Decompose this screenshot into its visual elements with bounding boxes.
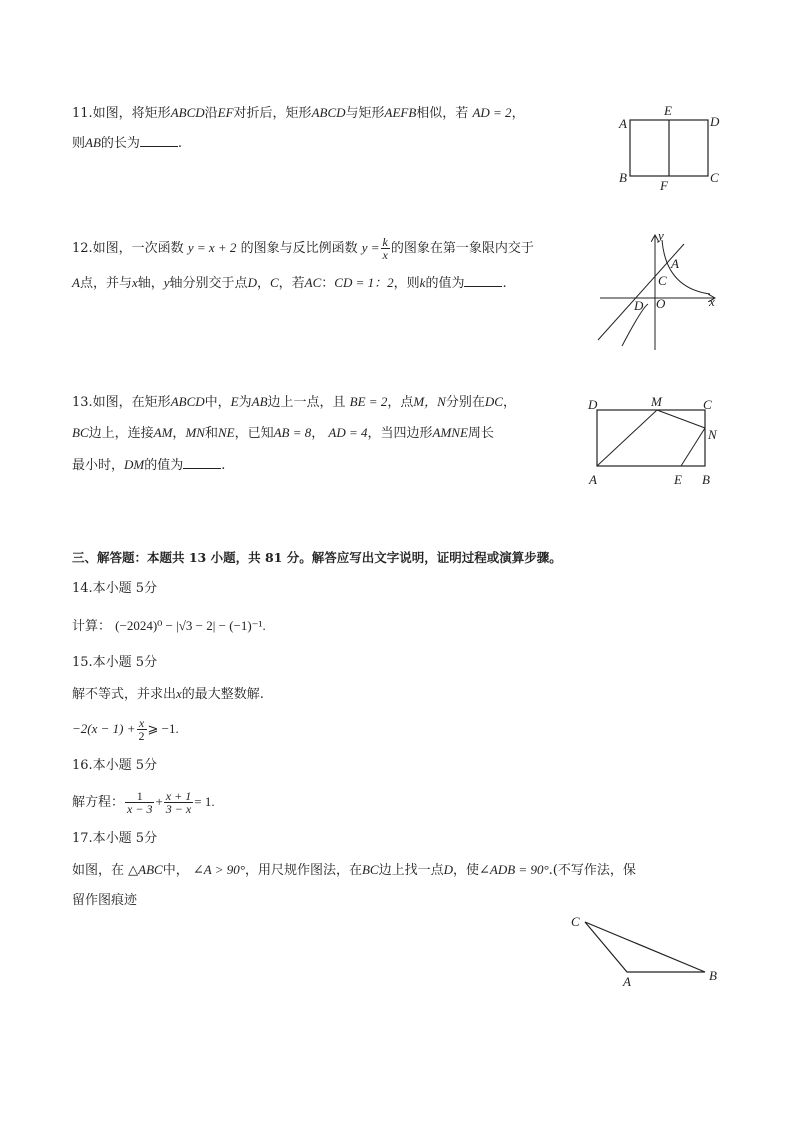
label-o: O: [656, 296, 666, 311]
segment-am: [597, 410, 657, 466]
fraction-x-over-2: $\frac{x}{2}$: [138, 716, 145, 743]
label-n: N: [708, 427, 717, 442]
q11-figure: [610, 100, 730, 195]
q12-line1: 12.如图，一次函数 y = x + 2 的图象与反比例函数 y = $\frac{k}{x}$ 的图象在第一象限内交于: [72, 235, 534, 262]
fraction-x-plus-1-over-3-minus-x: $\frac{x + 1}{3 - x}$: [165, 789, 192, 816]
label-a: A: [619, 116, 627, 131]
label-f: F: [660, 178, 668, 193]
q13-figure: [585, 395, 725, 490]
label-c: C: [710, 170, 719, 185]
label-m: M: [651, 395, 662, 409]
q17-header: 17.本小题 5分: [72, 831, 158, 846]
label-b: B: [709, 968, 717, 983]
segment-mn: [657, 410, 705, 428]
q13-line2: BC边上，连接AM，MN和NE，已知AB = 8， AD = 4，当四边形AMNE周长: [72, 425, 494, 441]
fraction-k-over-x: $\frac{k}{x}$: [382, 235, 388, 262]
q13-line1: 13.如图，在矩形ABCD中，E为AB边上一点，且 BE = 2，点M，N分别在DC，: [72, 394, 516, 410]
q12-figure: [592, 228, 722, 354]
label-a: A: [623, 974, 631, 989]
label-d: D: [634, 298, 644, 313]
hyperbola-branch-1: [662, 240, 710, 294]
label-a: A: [589, 472, 597, 487]
label-c: C: [571, 914, 580, 929]
segment-ne: [681, 428, 705, 466]
label-c: C: [703, 397, 712, 412]
answer-blank[interactable]: [464, 274, 502, 287]
answer-blank[interactable]: [183, 456, 221, 469]
label-a: A: [671, 256, 679, 271]
q17-line2: 留作图痕迹: [72, 893, 138, 908]
label-d: D: [710, 114, 720, 129]
fraction-1-over-x-minus-3: $\frac{1}{x - 3}$: [127, 789, 153, 816]
label-d: D: [588, 397, 598, 412]
label-e: E: [664, 103, 672, 118]
q17-figure: [565, 908, 725, 990]
q14-body: 计算： (−2024)⁰ − |√3 − 2| − (−1)⁻¹.: [72, 618, 266, 634]
q15-instruction: 解不等式，并求出x的最大整数解.: [72, 686, 264, 702]
q14-header: 14.本小题 5分: [72, 581, 158, 596]
label-c: C: [658, 273, 667, 288]
q11-line1: 11.如图，将矩形ABCD沿EF对折后，矩形ABCD与矩形AEFB相似，若 AD = 2，: [72, 105, 525, 121]
q11-line2: 则AB的长为 .: [72, 135, 183, 151]
label-y: y: [658, 228, 664, 243]
label-e: E: [674, 472, 682, 487]
q15-header: 15.本小题 5分: [72, 655, 158, 670]
section-3-title: 三、解答题：本题共 13 小题，共 81 分。解答应写出文字说明，证明过程或演算步骤。: [72, 550, 562, 565]
q17-line1: 如图，在 △ABC中， ∠A > 90°，用尺规作图法，在BC边上找一点D，使∠ADB = 90°.(不写作法，保: [72, 862, 636, 878]
q15-inequality: −2(x − 1) + $\frac{x}{2}$ ⩾ −1.: [72, 716, 179, 743]
q16-header: 16.本小题 5分: [72, 758, 158, 773]
answer-blank[interactable]: [140, 134, 178, 147]
q13-line3: 最小时，DM的值为 .: [72, 457, 226, 473]
q12-line2: A点，并与x轴，y轴分别交于点D，C，若AC：CD = 1：2，则k的值为 .: [72, 275, 507, 291]
label-b: B: [619, 170, 627, 185]
triangle-abc: [585, 922, 705, 972]
rect-abcd: [597, 410, 705, 466]
label-x: x: [709, 294, 715, 309]
label-b: B: [702, 472, 710, 487]
q16-equation: 解方程： $\frac{1}{x - 3}$ + $\frac{x + 1}{3 - x}$ = 1.: [72, 789, 215, 816]
